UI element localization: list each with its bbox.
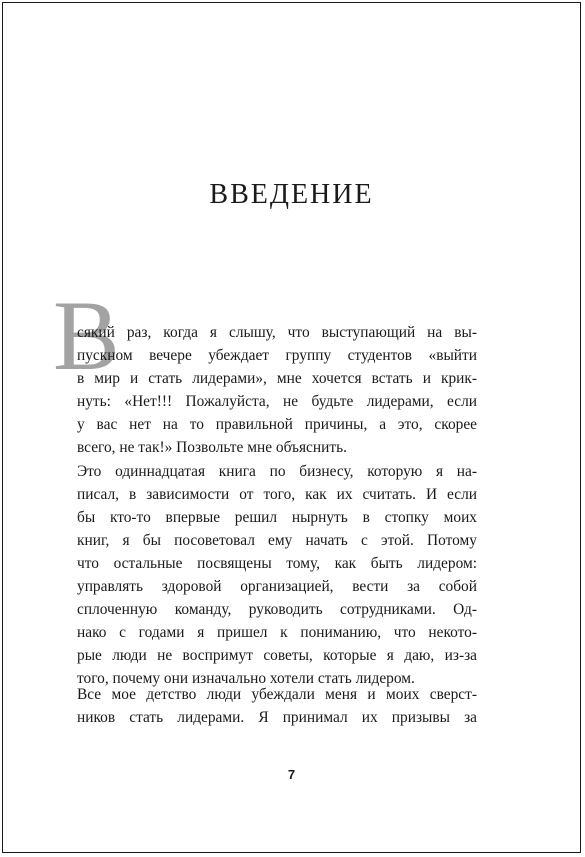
text-line: у вас нет на то правильной причины, а это, скорее <box>77 416 477 433</box>
text-line: нуть: «Нет!!! Пожалуйста, не будьте лидерами, если <box>77 393 477 410</box>
text-line: рые люди не воспримут советы, которые я даю, из-за <box>77 647 477 664</box>
page-number: 7 <box>287 767 296 782</box>
paragraph-3 <box>77 683 477 729</box>
text-line: книг, я бы посоветовал ему начать с этой. Потому <box>77 532 477 549</box>
text-line: бы кто-то впервые решил нырнуть в стопку моих <box>77 509 477 526</box>
book-page <box>2 2 581 853</box>
text-line: нако с годами я пришел к пониманию, что некото- <box>77 624 477 641</box>
text-line: сплоченную команду, руководить сотрудниками. Од- <box>77 601 477 618</box>
paragraph-1 <box>77 321 477 459</box>
drop-cap: В <box>53 280 120 391</box>
text-line: Это одиннадцатая книга по бизнесу, которую я на- <box>77 463 477 480</box>
text-line: пускном вечере убеждает группу студентов «выйти <box>77 347 477 364</box>
text-line: в мир и стать лидерами», мне хочется встать и крик- <box>77 370 477 387</box>
text-line: управлять здоровой организацией, вести за собой <box>77 578 477 595</box>
text-line: Все мое детство люди убеждали меня и моих сверст- <box>77 686 477 703</box>
text-line: писал, в зависимости от того, как их считать. И если <box>77 486 477 503</box>
paragraph-2 <box>77 460 477 690</box>
text-line: того, почему они изначально хотели стать лидером. <box>77 670 415 687</box>
text-line: сякий раз, когда я слышу, что выступающий на вы- <box>77 324 477 341</box>
text-line: всего, не так!» Позвольте мне объяснить. <box>77 439 347 456</box>
text-line: ников стать лидерами. Я принимал их призывы за <box>77 709 477 726</box>
chapter-title: ВВЕДЕНИЕ <box>209 179 374 210</box>
text-line: что остальные посвящены тому, как быть лидером: <box>77 555 477 572</box>
